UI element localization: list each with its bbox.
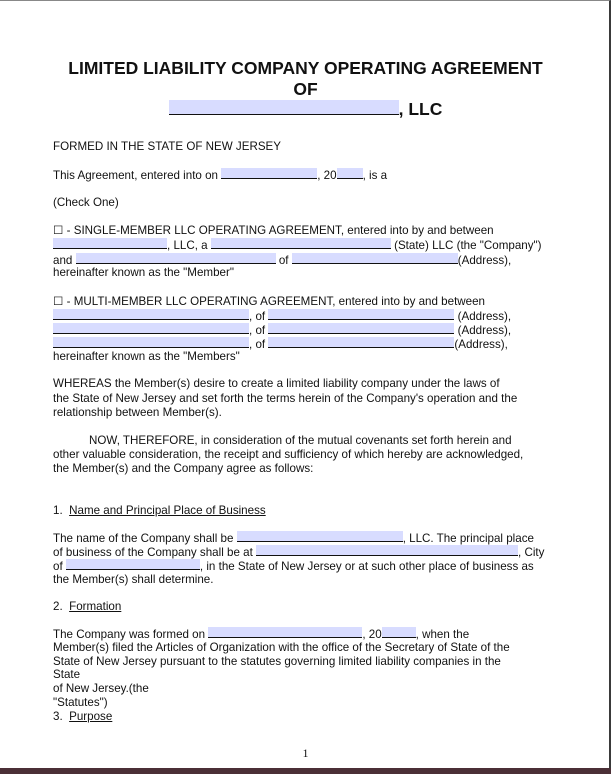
- section-1-city-field[interactable]: [66, 559, 200, 570]
- multi-member-checkbox[interactable]: ☐: [53, 295, 64, 308]
- section-1-heading: [53, 504, 266, 518]
- s2-l1-prefix: The Company was formed on: [53, 628, 206, 641]
- s1-l2-prefix: of business of the Company shall be at: [53, 546, 253, 559]
- section-1-company-name-field[interactable]: [237, 531, 403, 542]
- whereas-line-3: relationship between Member(s).: [53, 406, 222, 419]
- s1-l3-prefix: of: [53, 560, 63, 573]
- multi-of-1: , of: [249, 310, 266, 323]
- multi-of-3: , of: [249, 338, 266, 351]
- title-line-2: OF: [293, 79, 318, 99]
- now-therefore-line-2: other valuable consideration, the receipt and sufficiency of which hereby are acknowledged,: [53, 448, 524, 461]
- section-1-number: 1.: [53, 504, 63, 517]
- multi-member-1-name-field[interactable]: [53, 309, 249, 320]
- title-llc-suffix: , LLC: [398, 99, 443, 119]
- multi-member-3-address-field[interactable]: [268, 337, 454, 348]
- section-1-line-1: [53, 531, 534, 546]
- single-member-line-2: [53, 238, 542, 253]
- agreement-year-prefix: , 20: [317, 169, 337, 182]
- single-member-heading: [53, 224, 494, 238]
- section-2-line-6: "Statutes"): [53, 696, 108, 709]
- title-line-1: LIMITED LIABILITY COMPANY OPERATING AGREEMENT: [68, 58, 543, 78]
- single-and: and: [53, 254, 73, 267]
- single-llc-a: , LLC, a: [167, 239, 208, 252]
- s2-l1-mid: , 20: [362, 628, 382, 641]
- single-member-address-field[interactable]: [292, 253, 458, 264]
- window-bottom-strip: [0, 768, 611, 774]
- company-name-field[interactable]: [169, 100, 399, 115]
- s1-l1-prefix: The name of the Company shall be: [53, 532, 234, 545]
- agreement-date-field[interactable]: [221, 168, 317, 179]
- agreement-prefix: This Agreement, entered into on: [53, 169, 218, 182]
- section-3-number: 3.: [53, 710, 63, 723]
- multi-member-2-name-field[interactable]: [53, 323, 249, 334]
- s1-l3-suffix: , in the State of New Jersey or at such other place of business as: [199, 560, 534, 573]
- section-1-address-field[interactable]: [256, 545, 518, 556]
- section-1-line-3: [53, 559, 534, 574]
- section-2-heading: [53, 600, 121, 614]
- section-3-heading: [53, 710, 112, 724]
- single-state-llc: (State) LLC (the "Company"): [394, 239, 542, 252]
- whereas-line-2: the State of New Jersey and set forth the terms herein of the Company's operation and the: [53, 392, 518, 405]
- now-therefore-line-1: NOW, THEREFORE, in consideration of the mutual covenants set forth herein and: [89, 434, 512, 447]
- multi-address-2: (Address),: [457, 324, 512, 337]
- section-2-line-3: State of New Jersey pursuant to the statutes governing limited liability companies in the: [53, 655, 501, 668]
- multi-member-1-address-field[interactable]: [268, 309, 454, 320]
- formed-in-state: FORMED IN THE STATE OF NEW JERSEY: [53, 140, 282, 153]
- single-of: of: [278, 254, 289, 267]
- section-3-title: Purpose: [69, 710, 113, 723]
- multi-member-heading-text: - MULTI-MEMBER LLC OPERATING AGREEMENT, entered into by and between: [63, 295, 486, 308]
- section-2-line-2: Member(s) filed the Articles of Organization with the office of the Secretary of State of the: [53, 641, 510, 654]
- check-one-label: (Check One): [53, 196, 119, 209]
- section-2-number: 2.: [53, 600, 63, 613]
- single-member-member-field[interactable]: [76, 253, 276, 264]
- title-line-3: [0, 99, 611, 119]
- single-member-heading-text: - SINGLE-MEMBER LLC OPERATING AGREEMENT, entered into by and between: [63, 224, 494, 237]
- section-1-title: Name and Principal Place of Business: [69, 504, 266, 517]
- multi-member-hereinafter: hereinafter known as the "Members": [53, 350, 240, 363]
- multi-address-1: (Address),: [457, 310, 512, 323]
- section-1-line-4: the Member(s) shall determine.: [53, 573, 214, 586]
- multi-address-3: (Address),: [454, 338, 508, 351]
- multi-member-2-address-field[interactable]: [268, 323, 454, 334]
- s2-l1-suffix: , when the: [415, 628, 470, 641]
- multi-of-2: , of: [249, 324, 266, 337]
- section-1-line-2: [53, 545, 544, 560]
- single-member-hereinafter: hereinafter known as the "Member": [53, 266, 234, 279]
- single-address: (Address),: [457, 254, 512, 267]
- single-member-state-field[interactable]: [211, 238, 391, 249]
- s1-l1-suffix: , LLC. The principal place: [402, 532, 534, 545]
- section-2-title: Formation: [69, 600, 122, 613]
- whereas-line-1: WHEREAS the Member(s) desire to create a limited liability company under the laws of: [53, 377, 500, 390]
- single-member-name-field[interactable]: [53, 238, 167, 249]
- s1-l2-suffix: , City: [518, 546, 545, 559]
- multi-member-heading: [53, 295, 485, 309]
- page-number: 1: [302, 746, 309, 760]
- single-member-checkbox[interactable]: ☐: [53, 224, 64, 237]
- multi-member-row-1: [53, 309, 511, 324]
- now-therefore-line-3: the Member(s) and the Company agree as follows:: [53, 462, 314, 475]
- section-2-year-field[interactable]: [382, 627, 416, 638]
- section-2-line-5: of New Jersey.(the: [53, 682, 149, 695]
- section-2-line-4: State: [53, 668, 81, 681]
- section-2-date-field[interactable]: [208, 627, 362, 638]
- multi-member-3-name-field[interactable]: [53, 337, 249, 348]
- agreement-suffix: , is a: [362, 169, 388, 182]
- multi-member-row-2: [53, 323, 511, 338]
- agreement-year-field[interactable]: [337, 168, 363, 179]
- agreement-date-line: [53, 168, 387, 183]
- section-2-line-1: [53, 627, 469, 642]
